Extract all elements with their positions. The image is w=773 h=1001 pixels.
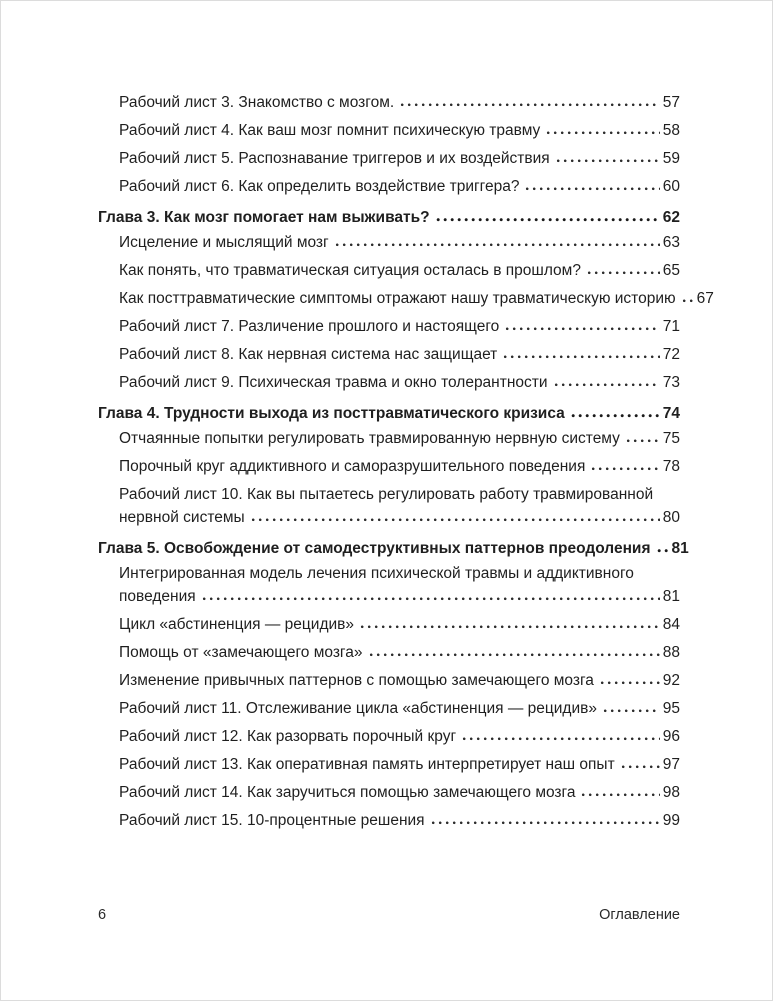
toc-entry <box>119 231 680 254</box>
toc-group <box>98 402 680 529</box>
dot-leader <box>626 438 660 443</box>
entry-title: Рабочий лист 10. Как вы пытаетесь регулировать работу травмированной <box>119 486 654 503</box>
page-ref: 74 <box>662 405 680 422</box>
toc-entry <box>119 753 680 776</box>
toc-entry <box>119 483 680 529</box>
toc-line <box>119 315 680 338</box>
toc-entry <box>119 119 680 142</box>
dot-leader <box>436 217 660 222</box>
dot-leader <box>682 298 694 303</box>
toc-entry <box>119 697 680 720</box>
dot-leader <box>603 708 660 713</box>
toc-line <box>119 641 680 664</box>
dot-leader <box>335 242 660 247</box>
chapter-title: Глава 4. Трудности выхода из посттравматического кризиса <box>98 405 565 422</box>
toc-entry <box>119 455 680 478</box>
toc-entry <box>119 91 680 114</box>
toc-line <box>119 371 680 394</box>
entry-title: Рабочий лист 12. Как разорвать порочный круг <box>119 728 457 745</box>
toc-line <box>119 506 680 529</box>
page-ref: 81 <box>662 588 680 605</box>
page-ref: 96 <box>662 728 680 745</box>
chapter-title: Глава 3. Как мозг помогает нам выживать? <box>98 209 430 226</box>
page-ref: 62 <box>662 209 680 226</box>
toc-line <box>119 483 680 506</box>
entry-title: Рабочий лист 4. Как ваш мозг помнит психическую травму <box>119 122 541 139</box>
dot-leader <box>554 382 660 387</box>
toc-line <box>119 147 680 170</box>
dot-leader <box>503 354 659 359</box>
toc-line <box>119 613 680 636</box>
dot-leader <box>431 820 660 825</box>
dot-leader <box>369 652 660 657</box>
toc-entry <box>119 641 680 664</box>
toc-group <box>98 537 689 832</box>
entry-title: Изменение привычных паттернов с помощью замечающего мозга <box>119 672 594 689</box>
dot-leader <box>600 680 660 685</box>
toc-line <box>119 343 680 366</box>
entry-title: Рабочий лист 5. Распознавание триггеров и их воздействия <box>119 150 550 167</box>
toc-line <box>119 427 680 450</box>
entry-title: Рабочий лист 11. Отслеживание цикла «абстиненция — рецидив» <box>119 700 597 717</box>
toc-entry <box>119 287 714 310</box>
toc-line <box>119 259 680 282</box>
toc-chapter-heading <box>98 206 680 229</box>
dot-leader <box>360 624 660 629</box>
page-ref: 78 <box>662 458 680 475</box>
entry-title: Рабочий лист 6. Как определить воздействие триггера? <box>119 178 520 195</box>
page-ref: 65 <box>662 262 680 279</box>
page-ref: 58 <box>662 122 680 139</box>
toc-entry <box>119 343 680 366</box>
toc-line <box>119 175 680 198</box>
page-ref: 72 <box>662 346 680 363</box>
page-ref: 63 <box>662 234 680 251</box>
dot-leader <box>525 186 659 191</box>
page-ref: 97 <box>662 756 680 773</box>
entry-title: Цикл «абстиненция — рецидив» <box>119 616 354 633</box>
dot-leader <box>621 764 660 769</box>
page-ref: 99 <box>662 812 680 829</box>
toc-entry <box>119 809 680 832</box>
dot-leader <box>571 413 660 418</box>
entry-title: Рабочий лист 8. Как нервная система нас защищает <box>119 346 498 363</box>
toc-chapter-heading <box>98 537 689 560</box>
dot-leader <box>581 792 659 797</box>
entry-title: Помощь от «замечающего мозга» <box>119 644 363 661</box>
dot-leader <box>505 326 660 331</box>
toc-line <box>119 562 680 585</box>
toc-entry <box>119 562 680 608</box>
toc-line <box>119 753 680 776</box>
toc-line <box>98 206 680 229</box>
footer-section-label: Оглавление <box>599 907 680 923</box>
toc-chapter-heading <box>98 402 680 425</box>
entry-title: Как посттравматические симптомы отражают нашу травматическую историю <box>119 290 676 307</box>
toc-group <box>98 206 714 394</box>
page-ref: 88 <box>662 644 680 661</box>
toc-entry <box>119 147 680 170</box>
page-ref: 73 <box>662 374 680 391</box>
dot-leader <box>400 102 660 107</box>
entry-title: Как понять, что травматическая ситуация осталась в прошлом? <box>119 262 581 279</box>
page-ref: 71 <box>662 318 680 335</box>
page-ref: 81 <box>671 540 689 557</box>
toc-line <box>119 91 680 114</box>
entry-title: Исцеление и мыслящий мозг <box>119 234 329 251</box>
toc-line <box>98 537 689 560</box>
entry-title: Интегрированная модель лечения психической травмы и аддиктивного <box>119 565 634 582</box>
page-ref: 57 <box>662 94 680 111</box>
entry-title: Рабочий лист 15. 10-процентные решения <box>119 812 425 829</box>
page-ref: 92 <box>662 672 680 689</box>
entry-title: поведения <box>119 588 196 605</box>
toc-line <box>119 585 680 608</box>
dot-leader <box>251 517 660 522</box>
toc-entry <box>119 315 680 338</box>
page-ref: 60 <box>662 178 680 195</box>
toc-line <box>119 669 680 692</box>
page-ref: 67 <box>696 290 714 307</box>
dot-leader <box>462 736 660 741</box>
toc-entry <box>119 725 680 748</box>
entry-title: Рабочий лист 13. Как оперативная память интерпретирует наш опыт <box>119 756 615 773</box>
dot-leader <box>591 466 659 471</box>
toc-line <box>119 781 680 804</box>
page-ref: 75 <box>662 430 680 447</box>
toc-entry <box>119 669 680 692</box>
entry-title: Рабочий лист 3. Знакомство с мозгом. <box>119 94 395 111</box>
toc-line <box>119 119 680 142</box>
page-ref: 95 <box>662 700 680 717</box>
page-ref: 59 <box>662 150 680 167</box>
dot-leader <box>556 158 660 163</box>
page-number: 6 <box>98 907 107 923</box>
toc-line <box>119 287 714 310</box>
toc-entry <box>119 781 680 804</box>
toc-line <box>119 231 680 254</box>
entry-title: Рабочий лист 14. Как заручиться помощью замечающего мозга <box>119 784 576 801</box>
page-ref: 84 <box>662 616 680 633</box>
dot-leader <box>546 130 659 135</box>
entry-title: нервной системы <box>119 509 245 526</box>
toc-group <box>98 91 680 198</box>
toc-line <box>119 697 680 720</box>
entry-title: Порочный круг аддиктивного и саморазрушительного поведения <box>119 458 586 475</box>
entry-title: Рабочий лист 7. Различение прошлого и настоящего <box>119 318 500 335</box>
toc-line <box>119 809 680 832</box>
chapter-title: Глава 5. Освобождение от самодеструктивных паттернов преодоления <box>98 540 651 557</box>
toc-entry <box>119 613 680 636</box>
dot-leader <box>657 548 669 553</box>
entry-title: Отчаянные попытки регулировать травмированную нервную систему <box>119 430 620 447</box>
toc-line <box>119 725 680 748</box>
page-ref: 98 <box>662 784 680 801</box>
entry-title: Рабочий лист 9. Психическая травма и окно толерантности <box>119 374 548 391</box>
dot-leader <box>587 270 660 275</box>
toc-line <box>98 402 680 425</box>
dot-leader <box>202 596 660 601</box>
toc-entry <box>119 259 680 282</box>
page-footer <box>98 907 680 923</box>
toc-line <box>119 455 680 478</box>
page-ref: 80 <box>662 509 680 526</box>
table-of-contents <box>98 91 714 837</box>
toc-entry <box>119 371 680 394</box>
toc-entry <box>119 175 680 198</box>
toc-entry <box>119 427 680 450</box>
